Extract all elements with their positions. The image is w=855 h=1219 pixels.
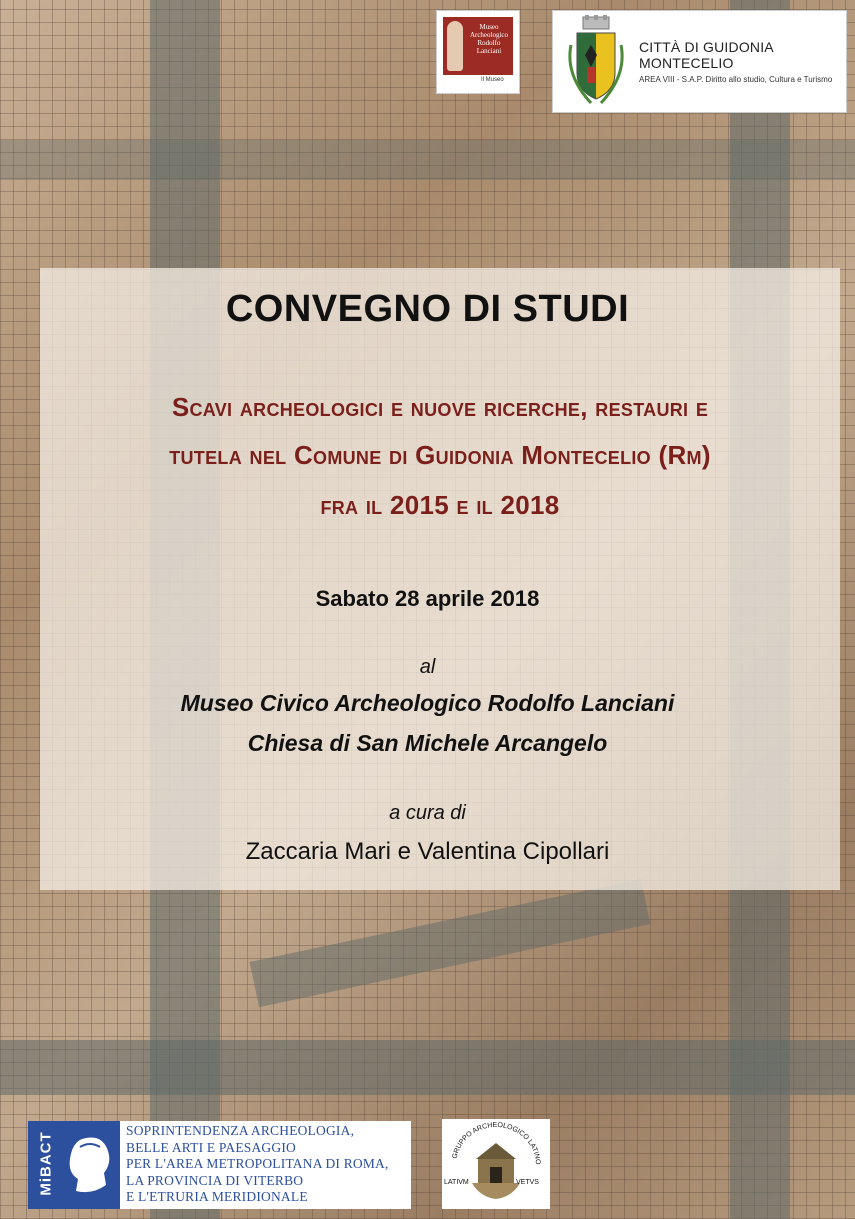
page-title: CONVEGNO DI STUDI — [225, 288, 630, 330]
museo-logo-line: Archeologico — [469, 31, 509, 39]
mibact-text — [126, 1123, 389, 1206]
gruppo-left-text: LATIVM — [444, 1179, 469, 1186]
classical-head-icon — [62, 1133, 114, 1197]
city-subtitle: AREA VIII - S.A.P. Diritto allo studio, Cultura e Turismo — [639, 75, 833, 84]
museo-logo-line: Museo — [479, 23, 499, 31]
city-guidonia-logo — [552, 10, 847, 113]
venue-line: Museo Civico Archeologico Rodolfo Lanciani — [180, 690, 675, 716]
mibact-logo — [28, 1121, 411, 1209]
mosaic-band — [0, 140, 855, 180]
gruppo-archeologico-logo — [442, 1119, 550, 1209]
museo-logo-line: Lanciani — [476, 47, 502, 55]
content-panel — [40, 268, 840, 890]
mibact-line: LA PROVINCIA DI VITERBO — [126, 1172, 304, 1188]
museo-lanciani-logo — [436, 10, 520, 94]
museo-logo-line: Rodolfo — [477, 39, 501, 47]
subtitle-line: Scavi archeologici e nuove ricerche, restauri e — [171, 392, 709, 422]
city-title: CITTÀ DI GUIDONIA MONTECELIO — [639, 39, 774, 71]
mosaic-band — [0, 1040, 855, 1095]
gruppo-right-text: VETVS — [516, 1179, 539, 1186]
mibact-vertical-text: MiBACT — [37, 1131, 55, 1196]
gruppo-arc-text: GRUPPO ARCHEOLOGICO LATINO — [451, 1121, 542, 1165]
mibact-line: SOPRINTENDENZA ARCHEOLOGIA, — [126, 1123, 355, 1138]
mibact-line: E L'ETRURIA MERIDIONALE — [126, 1189, 308, 1204]
event-date: Sabato 28 aprile 2018 — [315, 586, 540, 611]
venue-line: Chiesa di San Michele Arcangelo — [247, 730, 608, 756]
subtitle-line: fra il 2015 e il 2018 — [320, 490, 560, 520]
subtitle-line: tutela nel Comune di Guidonia Montecelio (Rm) — [169, 440, 711, 470]
hut-urn-icon — [442, 1119, 550, 1209]
statue-icon — [447, 21, 463, 71]
venue-prefix: al — [419, 656, 436, 678]
museo-logo-text — [467, 23, 511, 55]
mibact-line: PER L'AREA METROPOLITANA DI ROMA, — [126, 1156, 389, 1171]
curated-by-label: a cura di — [389, 802, 466, 824]
curators: Zaccaria Mari e Valentina Cipollari — [245, 838, 610, 865]
mibact-line: BELLE ARTI E PAESAGGIO — [126, 1139, 296, 1155]
museo-logo-sub: Il Museo — [481, 77, 504, 83]
city-crest-icon — [561, 15, 631, 107]
